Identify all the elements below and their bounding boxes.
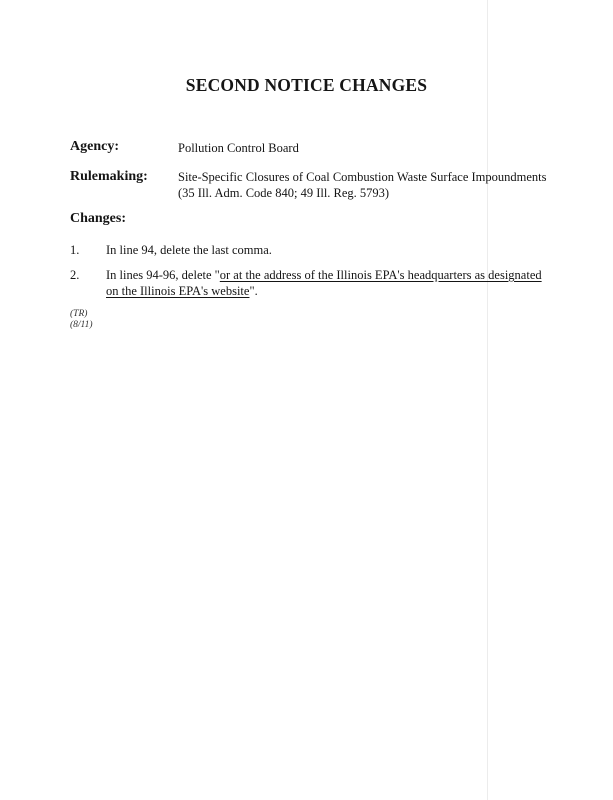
rulemaking-label: Rulemaking: [70,169,148,184]
initials-block [70,309,93,331]
quoted-deletion-line-2: on the Illinois EPA's website [106,284,250,298]
changes-heading: Changes: [70,211,127,226]
initials-line-2: (8/11) [70,320,93,330]
change-prefix: In lines 94-96, delete " [106,268,220,282]
scan-fold-line [487,0,488,800]
change-text [106,267,542,299]
change-text-line-1 [106,267,542,283]
change-text: In line 94, delete the last comma. [106,243,272,257]
change-number: 1. [70,243,80,257]
agency-label: Agency: [70,139,119,154]
change-text-line-2 [106,283,542,299]
quoted-deletion-line-1: or at the address of the Illinois EPA's headquarters as designated [219,268,542,282]
change-suffix: ". [249,284,258,298]
change-number: 2. [70,268,80,282]
rulemaking-line-2: (35 Ill. Adm. Code 840; 49 Ill. Reg. 5793) [178,186,390,200]
initials-line-1: (TR) [70,309,88,319]
agency-value: Pollution Control Board [178,141,299,155]
rulemaking-value [178,169,547,201]
page-title: SECOND NOTICE CHANGES [185,75,428,95]
rulemaking-line-1: Site-Specific Closures of Coal Combustion Waste Surface Impoundments [178,170,547,184]
